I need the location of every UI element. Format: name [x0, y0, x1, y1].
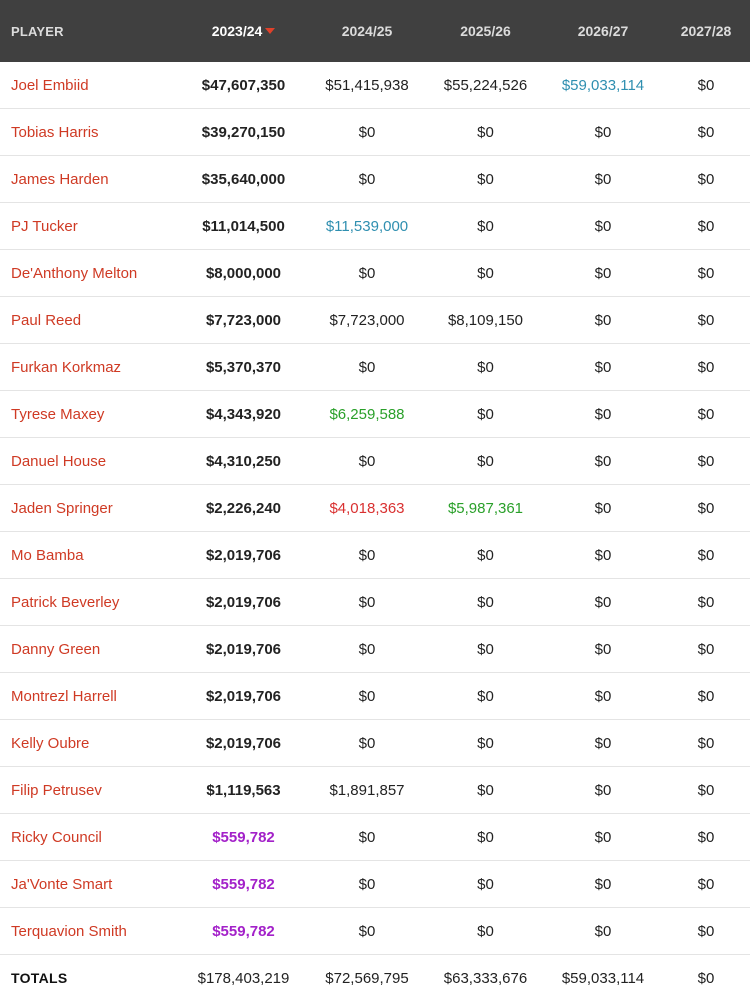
salary-2026-27: $0: [594, 358, 612, 376]
player-link[interactable]: Ricky Council: [11, 828, 102, 846]
salary-2024-25: $7,723,000: [329, 311, 405, 329]
salary-2024-25: $0: [358, 546, 376, 564]
salary-2024-25-team-option: $11,539,000: [325, 217, 409, 235]
salary-2024-25: $51,415,938: [325, 76, 409, 94]
salary-2027-28: $0: [697, 546, 715, 564]
player-link[interactable]: PJ Tucker: [11, 217, 78, 235]
header-2027-28[interactable]: 2027/28: [680, 23, 732, 39]
salary-2026-27: $0: [594, 546, 612, 564]
table-row: [0, 62, 750, 109]
player-link[interactable]: Filip Petrusev: [11, 781, 102, 799]
table-row: [0, 297, 750, 344]
salary-2027-28: $0: [697, 76, 715, 94]
salary-2025-26: $0: [477, 217, 494, 235]
salary-2027-28: $0: [697, 593, 715, 611]
table-row: [0, 532, 750, 579]
salary-2027-28: $0: [697, 640, 715, 658]
salary-2027-28: $0: [697, 922, 715, 940]
salary-2027-28: $0: [697, 875, 715, 893]
player-link[interactable]: James Harden: [11, 170, 109, 188]
total-2027-28: $0: [697, 969, 715, 987]
table-row: [0, 720, 750, 767]
salary-2026-27: $0: [594, 311, 612, 329]
salary-2024-25: $0: [358, 170, 376, 188]
salary-2026-27-team-option: $59,033,114: [561, 76, 645, 94]
salary-2023-24: $11,014,500: [202, 217, 285, 235]
salary-2027-28: $0: [697, 452, 715, 470]
salary-2026-27: $0: [594, 170, 612, 188]
header-player[interactable]: PLAYER: [11, 23, 64, 39]
salary-2023-24-two-way: $559,782: [212, 922, 275, 940]
salary-2024-25: $0: [358, 734, 376, 752]
player-link[interactable]: Montrezl Harrell: [11, 687, 117, 705]
salary-2027-28: $0: [697, 217, 715, 235]
salary-2023-24: $4,343,920: [205, 405, 282, 423]
salary-2024-25: $0: [358, 452, 376, 470]
salary-2024-25: $0: [358, 875, 376, 893]
salary-2025-26: $0: [477, 405, 494, 423]
salary-2023-24: $47,607,350: [201, 76, 286, 94]
salary-2025-26: $0: [477, 781, 494, 799]
table-row: [0, 626, 750, 673]
salary-2025-26-rookie-option: $5,987,361: [447, 499, 524, 517]
salary-2025-26: $0: [477, 828, 494, 846]
player-link[interactable]: Danuel House: [11, 452, 107, 470]
table-row: [0, 344, 750, 391]
player-link[interactable]: Kelly Oubre: [11, 734, 90, 752]
table-row: [0, 814, 750, 861]
table-row: [0, 438, 750, 485]
header-2023-24[interactable]: [180, 23, 307, 39]
table-row: [0, 673, 750, 720]
salary-2023-24: $35,640,000: [201, 170, 286, 188]
header-2025-26[interactable]: 2025/26: [460, 23, 511, 39]
header-2026-27[interactable]: 2026/27: [577, 23, 629, 39]
salary-2026-27: $0: [594, 922, 612, 940]
salary-2025-26: $0: [477, 546, 494, 564]
salary-2023-24: $5,370,370: [205, 358, 282, 376]
salary-2027-28: $0: [697, 358, 715, 376]
salary-2023-24: $2,226,240: [205, 499, 282, 517]
player-link[interactable]: Patrick Beverley: [11, 593, 120, 611]
salary-2025-26: $0: [477, 123, 494, 141]
salary-2023-24: $39,270,150: [201, 123, 286, 141]
salary-2026-27: $0: [594, 875, 612, 893]
salary-2023-24: $2,019,706: [205, 640, 282, 658]
salary-2026-27: $0: [594, 405, 612, 423]
salary-2026-27: $0: [594, 828, 612, 846]
table-row: [0, 485, 750, 532]
salary-2026-27: $0: [594, 499, 612, 517]
salary-2026-27: $0: [594, 781, 612, 799]
salary-2026-27: $0: [594, 264, 612, 282]
total-2024-25: $72,569,795: [325, 969, 409, 987]
player-link[interactable]: Tyrese Maxey: [11, 405, 105, 423]
header-2023-24-label: 2023/24: [211, 23, 263, 39]
player-link[interactable]: Joel Embiid: [11, 76, 89, 94]
salary-2027-28: $0: [697, 687, 715, 705]
salary-2025-26: $0: [477, 452, 494, 470]
salary-2024-25: $0: [358, 593, 376, 611]
table-row: [0, 579, 750, 626]
table-row: [0, 203, 750, 250]
player-link[interactable]: Jaden Springer: [11, 499, 113, 517]
salary-2027-28: $0: [697, 264, 715, 282]
salary-2027-28: $0: [697, 734, 715, 752]
salary-2023-24: $2,019,706: [205, 734, 282, 752]
salary-2024-25: $0: [358, 358, 376, 376]
salary-2025-26: $0: [477, 687, 494, 705]
salary-2024-25-rookie-option: $6,259,588: [329, 405, 405, 423]
salary-2025-26: $0: [477, 358, 494, 376]
salary-2026-27: $0: [594, 123, 612, 141]
table-row: [0, 156, 750, 203]
salary-2025-26: $0: [477, 922, 494, 940]
salary-2027-28: $0: [697, 499, 715, 517]
salary-2023-24: $7,723,000: [205, 311, 282, 329]
salary-2027-28: $0: [697, 311, 715, 329]
salary-2024-25: $0: [358, 264, 376, 282]
salary-2025-26: $0: [477, 264, 494, 282]
totals-label: TOTALS: [11, 970, 68, 986]
salary-2025-26: $0: [477, 640, 494, 658]
player-link[interactable]: Terquavion Smith: [11, 922, 127, 940]
salary-2023-24: $4,310,250: [205, 452, 282, 470]
salary-2024-25: $0: [358, 640, 376, 658]
salary-2026-27: $0: [594, 217, 612, 235]
salary-2023-24-two-way: $559,782: [212, 828, 275, 846]
header-2024-25[interactable]: 2024/25: [341, 23, 393, 39]
total-2023-24: $178,403,219: [197, 969, 290, 987]
table-header: [0, 0, 750, 62]
salary-2024-25: $0: [358, 828, 376, 846]
salary-2025-26: $0: [477, 734, 494, 752]
salary-2025-26: $0: [477, 875, 494, 893]
salary-2023-24: $2,019,706: [205, 593, 282, 611]
salary-2027-28: $0: [697, 828, 715, 846]
salary-2027-28: $0: [697, 781, 715, 799]
table-row: [0, 908, 750, 955]
salary-2026-27: $0: [594, 593, 612, 611]
salary-2023-24: $2,019,706: [205, 687, 282, 705]
player-link[interactable]: Mo Bamba: [11, 546, 84, 564]
salary-2023-24: $2,019,706: [205, 546, 282, 564]
salary-2023-24-two-way: $559,782: [212, 875, 275, 893]
salary-2027-28: $0: [697, 170, 715, 188]
salary-2027-28: $0: [697, 123, 715, 141]
table-row: [0, 250, 750, 297]
player-link[interactable]: Furkan Korkmaz: [11, 358, 122, 376]
salary-2025-26: $55,224,526: [443, 76, 528, 94]
salary-2026-27: $0: [594, 640, 612, 658]
sort-desc-icon: [265, 28, 275, 34]
player-link[interactable]: Ja'Vonte Smart: [11, 875, 113, 893]
player-link[interactable]: Danny Green: [11, 640, 101, 658]
salary-2026-27: $0: [594, 687, 612, 705]
salary-2026-27: $0: [594, 734, 612, 752]
salary-2024-25: $0: [358, 687, 376, 705]
salary-2025-26: $8,109,150: [447, 311, 524, 329]
salary-2024-25: $0: [358, 922, 376, 940]
salary-2025-26: $0: [477, 593, 494, 611]
table-row: [0, 109, 750, 156]
table-row: [0, 767, 750, 814]
table-row: [0, 391, 750, 438]
total-2026-27: $59,033,114: [561, 969, 645, 987]
table-row: [0, 861, 750, 908]
total-2025-26: $63,333,676: [443, 969, 528, 987]
salary-2026-27: $0: [594, 452, 612, 470]
player-link[interactable]: De'Anthony Melton: [11, 264, 138, 282]
salary-2023-24: $1,119,563: [206, 781, 281, 799]
salary-2024-25: $0: [358, 123, 376, 141]
salary-2025-26: $0: [477, 170, 494, 188]
totals-row: [0, 955, 750, 1001]
salary-2024-25-qualifying-offer: $4,018,363: [329, 499, 405, 517]
player-link[interactable]: Tobias Harris: [11, 123, 99, 141]
salary-2024-25: $1,891,857: [329, 781, 405, 799]
salary-2027-28: $0: [697, 405, 715, 423]
player-link[interactable]: Paul Reed: [11, 311, 82, 329]
salary-2023-24: $8,000,000: [205, 264, 282, 282]
